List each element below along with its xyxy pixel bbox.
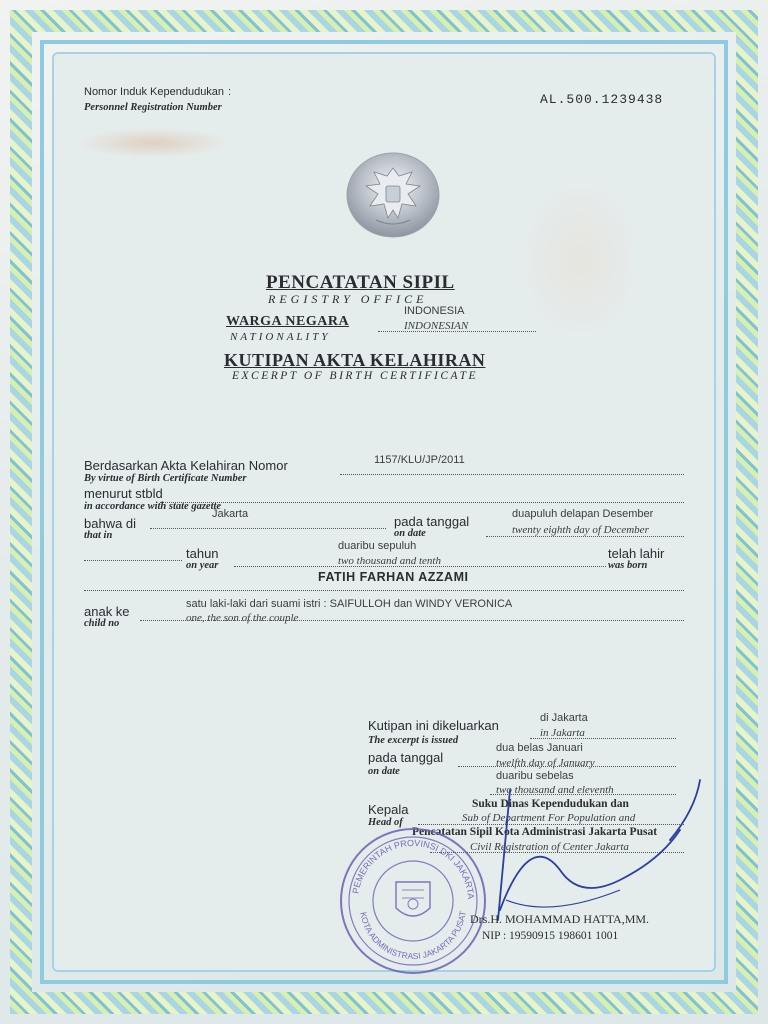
that-in-label: bahwa di <box>84 516 137 531</box>
issued-day: dua belas Januari <box>496 742 583 754</box>
issued-label-en: The excerpt is issued <box>368 735 459 746</box>
dotted-line <box>234 566 606 567</box>
issued-day-en: twelfth day of January <box>496 757 595 769</box>
official-nip: NIP : 19590915 198601 1001 <box>482 930 619 942</box>
child-no-label-en: child no <box>84 618 120 629</box>
registration-number: AL.500.1239438 <box>540 92 664 107</box>
dotted-line <box>458 766 676 767</box>
issued-label: Kutipan ini dikeluarkan <box>368 718 499 733</box>
nationality-label-en: NATIONALITY <box>230 331 331 343</box>
certificate-number: 1157/KLU/JP/2011 <box>374 454 465 466</box>
born-label-en: was born <box>608 560 648 571</box>
document-title-en: EXCERPT OF BIRTH CERTIFICATE <box>232 370 479 382</box>
garuda-emblem-icon <box>346 152 440 238</box>
dotted-line <box>340 474 684 475</box>
office-name-line1: Suku Dinas Kependudukan dan <box>472 798 629 810</box>
official-name: Drs.H. MOHAMMAD HATTA,MM. <box>470 912 650 926</box>
nik-label-en: Personnel Registration Number <box>84 102 222 113</box>
on-date-label-en: on date <box>394 528 426 539</box>
nik-label-text: Nomor Induk Kependudukan <box>84 86 225 98</box>
dotted-line <box>84 590 684 591</box>
child-no-label: anak ke <box>84 604 130 619</box>
child-description-en: one, the son of the couple <box>186 612 299 624</box>
nationality-label: WARGA NEGARA <box>226 314 350 329</box>
issued-year: duaribu sebelas <box>496 770 574 782</box>
birth-date: duapuluh delapan Desember <box>512 508 654 520</box>
gazette-label: menurut stbld <box>84 486 163 501</box>
svg-text:KOTA ADMINISTRASI JAKARTA PUSA <box>358 910 467 961</box>
nationality-dotted-line <box>378 331 536 332</box>
birth-date-en: twenty eighth day of December <box>512 524 649 536</box>
office-name-line1-en: Sub of Department For Population and <box>462 812 636 824</box>
nik-label <box>84 86 231 98</box>
child-description: satu laki-laki dari suami istri : SAIFULLOH dan WINDY VERONICA <box>186 598 513 610</box>
year-label: tahun <box>186 546 219 561</box>
issued-place: di Jakarta <box>540 712 588 724</box>
official-stamp <box>338 826 488 976</box>
paper-stain <box>78 128 228 158</box>
dotted-line <box>140 620 684 621</box>
dotted-line <box>486 536 684 537</box>
issued-year-en: two thousand and eleventh <box>496 784 614 796</box>
registry-office-title-en: REGISTRY OFFICE <box>268 292 428 306</box>
registry-office-title: PENCATATAN SIPIL <box>266 272 455 293</box>
stamp-ring-text: PEMERINTAH PROVINSI DKI JAKARTA <box>350 837 477 900</box>
child-name: FATIH FARHAN AZZAMI <box>318 570 469 584</box>
dotted-line <box>84 560 182 561</box>
on-date-label: pada tanggal <box>394 514 470 529</box>
office-name-line2: Pencatatan Sipil Kota Administrasi Jakarta Pusat <box>412 826 658 838</box>
document-title: KUTIPAN AKTA KELAHIRAN <box>224 350 486 370</box>
head-label: Kepala <box>368 802 409 817</box>
dotted-line <box>530 738 676 739</box>
issued-date-label-en: on date <box>368 766 400 777</box>
gazette-label-en: in accordance with state gazette <box>84 501 222 512</box>
head-label-en: Head of <box>368 817 403 828</box>
dotted-line <box>160 502 684 503</box>
issued-date-label: pada tanggal <box>368 750 444 765</box>
stamp-ring-text-bottom: KOTA ADMINISTRASI JAKARTA PUSAT <box>358 910 468 962</box>
nationality-value-en: INDONESIAN <box>404 320 469 332</box>
nik-colon: : <box>228 86 232 98</box>
based-on-label: Berdasarkan Akta Kelahiran Nomor <box>84 458 288 473</box>
year-label-en: on year <box>186 560 219 571</box>
issued-place-en: in Jakarta <box>540 727 585 739</box>
paper-stain <box>520 180 640 340</box>
based-on-label-en: By virtue of Birth Certificate Number <box>84 473 247 484</box>
birth-year: duaribu sepuluh <box>338 540 417 552</box>
born-label: telah lahir <box>608 546 665 561</box>
nationality-value: INDONESIA <box>404 305 465 317</box>
that-in-label-en: that in <box>84 530 113 541</box>
birth-year-en: two thousand and tenth <box>338 555 441 567</box>
birth-place: Jakarta <box>212 508 249 520</box>
dotted-line <box>150 528 386 529</box>
office-name-line2-en: Civil Registration of Center Jakarta <box>470 841 629 853</box>
